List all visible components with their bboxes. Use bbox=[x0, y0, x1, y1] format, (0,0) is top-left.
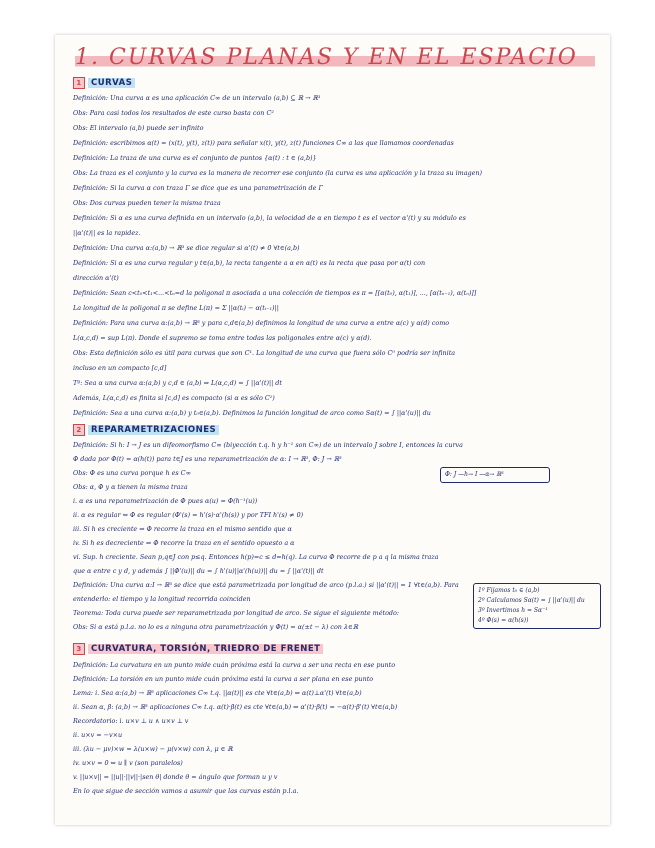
note-line: v. ||u×v|| = ||u||·||v||·|sen θ| donde θ = ángulo que forman u y v bbox=[73, 773, 278, 781]
note-line: que α entre c y d, y además ∫ ||Φ'(u)|| du = ∫ h'(u)||α'(h(u))|| du = ∫ ||α'(t)|| dt bbox=[73, 567, 324, 575]
section-number: 1 bbox=[73, 77, 85, 89]
note-line: Definición: Si α es una curva regular y t∈(a,b), la recta tangente a α en α(t) es la recta que pasa por α(t) con bbox=[73, 259, 426, 267]
note-line: Obs: Si α está p.l.a. no lo es a ninguna otra parametrización y Φ(t) = α(±t − λ) con λ∈ℝ bbox=[73, 623, 359, 631]
section-title: REPARAMETRIZACIONES bbox=[88, 425, 219, 435]
note-line: Definición: Sean c<t₀<t₁<...<tₙ=d la poligonal π asociada a una colección de tiempos es π = [[α(t₀), α(t₁)], ..., [α(tₙ₋₁), α(tₙ)]] bbox=[73, 289, 477, 297]
note-line: Definición: Una curva α es una aplicación C∞ de un intervalo (a,b) ⊆ ℝ → ℝ³ bbox=[73, 94, 321, 102]
note-line: dirección α'(t) bbox=[73, 274, 119, 282]
note-line: La longitud de la poligonal π se define L(π) = Σ ||α(tᵢ) − α(tᵢ₋₁)|| bbox=[73, 304, 279, 312]
page-title: 1. CURVAS PLANAS Y EN EL ESPACIO bbox=[75, 45, 595, 70]
note-line: Obs: Dos curvas pueden tener la misma traza bbox=[73, 199, 221, 207]
note-line: Definición: Una curva α:I → ℝ³ se dice que está parametrizada por longitud de arco (p.l.a.) si ||α'(t)|| = 1 ∀t∈(a,b). Para bbox=[73, 581, 459, 589]
note-line: Definición: Si la curva α con traza Γ se dice que es una parametrización de Γ bbox=[73, 184, 323, 192]
method-step: 3º Invertimos h = Sα⁻¹ bbox=[478, 607, 548, 614]
note-line: En lo que sigue de sección vamos a asumir que las curvas están p.l.a. bbox=[73, 787, 299, 795]
note-line: Obs: El intervalo (a,b) puede ser infinito bbox=[73, 124, 204, 132]
section-heading-reparametrizaciones bbox=[73, 424, 219, 438]
note-line: Obs: Φ es una curva porque h es C∞ bbox=[73, 469, 191, 477]
note-line: Recordatorio: i. u×v ⊥ u ∧ u×v ⊥ v bbox=[73, 717, 189, 725]
note-line: Φ dada por Φ(t) = α(h(t)) para t∈J es una reparametrización de α: I → ℝ³, Φ: J → ℝ³ bbox=[73, 455, 342, 463]
note-line: Teorema: Toda curva puede ser reparametrizada por longitud de arco. Se sigue el siguiente método: bbox=[73, 609, 400, 617]
section-heading-curvatura bbox=[73, 643, 323, 657]
note-line: Definición: Una curva α:(a,b) → ℝ³ se dice regular si α'(t) ≠ 0 ∀t∈(a,b) bbox=[73, 244, 300, 252]
note-line: vi. Sup. h creciente. Sean p,q∈J con p≤q. Entonces h(p)=c ≤ d=h(q). La curva Φ recorre de p a q la misma traza bbox=[73, 553, 439, 561]
note-line: Obs: La traza es el conjunto y la curva es la manera de recorrer ese conjunto (la curva es una aplicación y la traza su imagen) bbox=[73, 169, 483, 177]
note-line: Definición: Para una curva α:(a,b) → ℝ³ y para c,d∈(a,b) definimos la longitud de una curva α entre α(c) y α(d) como bbox=[73, 319, 450, 327]
note-line: Obs: α, Φ y α tienen la misma traza bbox=[73, 483, 188, 491]
notebook-page bbox=[55, 35, 610, 825]
note-line: L(α,c,d) = sup L(π). Donde el supremo se toma entre todas las poligonales entre α(c) y α(d). bbox=[73, 334, 372, 342]
note-line: Definición: escribimos α(t) = (x(t), y(t), z(t)) para señalar x(t), y(t), z(t) funciones C∞ a las que llamamos coordenadas bbox=[73, 139, 454, 147]
note-line: Definición: La traza de una curva es el conjunto de puntos {α(t) : t ∈ (a,b)} bbox=[73, 154, 317, 162]
note-line: ||α'(t)|| es la rapidez. bbox=[73, 229, 141, 237]
note-line: Lema: i. Sea α:(a,b) → ℝ³ aplicaciones C∞ t.q. ||α(t)|| es cte ∀t∈(a,b) ⇒ α(t)⊥α'(t) ∀t∈(a,b) bbox=[73, 689, 362, 697]
note-line: Definición: La torsión en un punto mide cuán próxima está la curva a ser plana en ese punto bbox=[73, 675, 374, 683]
note-line: Obs: Para casi todos los resultados de este curso basta con C² bbox=[73, 109, 274, 117]
section-number: 2 bbox=[73, 424, 85, 436]
section-title: CURVAS bbox=[88, 78, 135, 88]
note-line: incluso en un compacto [c,d] bbox=[73, 364, 167, 372]
section-number: 3 bbox=[73, 643, 85, 655]
note-line: Definición: Si α es una curva definida en un intervalo (a,b), la velocidad de α en tiempo t es el vector α'(t) y su módulo es bbox=[73, 214, 466, 222]
reparametrization-diagram: Φ: J —h→ I —α→ ℝ³ bbox=[440, 467, 550, 483]
method-step: 4º Φ(s) = α(h(s)) bbox=[478, 617, 529, 624]
note-line: Definición: La curvatura en un punto mide cuán próxima está la curva a ser una recta en ese punto bbox=[73, 661, 396, 669]
note-line: ii. α es regular ⇔ Φ es regular (Φ'(s) = h'(s)·α'(h(s)) y por TFI h'(s) ≠ 0) bbox=[73, 511, 304, 519]
method-step: 1º Fijamos t₀ ∈ (a,b) bbox=[478, 587, 540, 594]
note-line: Definición: Sea α una curva α:(a,b) y t₀∈(a,b). Definimos la función longitud de arco como Sα(t) = ∫ ||α'(u)|| du bbox=[73, 409, 431, 417]
note-line: iv. Si h es decreciente ⇒ Φ recorre la traza en el sentido opuesto a α bbox=[73, 539, 295, 547]
note-line: ii. Sean α, β: (a,b) → ℝ³ aplicaciones C∞ t.q. α(t)·β(t) es cte ∀t∈(a,b) ⇒ α'(t)·β(t) = −α(t)·β'(t) ∀t∈(a,b) bbox=[73, 703, 398, 711]
note-line: iii. (λu − μv)×w = λ(u×w) − μ(v×w) con λ, μ ∈ ℝ bbox=[73, 745, 233, 753]
method-steps-box bbox=[473, 583, 601, 629]
note-line: Obs: Esta definición sólo es útil para curvas que son C¹. La longitud de una curva que fuera sólo C⁰ podría ser infinita bbox=[73, 349, 456, 357]
section-title: CURVATURA, TORSIÓN, TRIEDRO DE FRENET bbox=[88, 644, 323, 654]
note-line: ii. u×v = −v×u bbox=[73, 731, 123, 739]
note-line: iv. u×v = 0 ⇔ u ∥ v (son paralelos) bbox=[73, 759, 183, 767]
section-heading-curvas bbox=[73, 77, 135, 91]
method-step: 2º Calculamos Sα(t) = ∫ ||α'(u)|| du bbox=[478, 597, 585, 604]
note-line: iii. Si h es creciente ⇒ Φ recorre la traza en el mismo sentido que α bbox=[73, 525, 292, 533]
note-line: entenderlo: el tiempo y la longitud recorrida coinciden bbox=[73, 595, 251, 603]
note-line: Además, L(α,c,d) es finita si [c,d] es compacto (si α es sólo C¹) bbox=[73, 394, 275, 402]
note-line: Tº: Sea α una curva α:(a,b) y c,d ∈ (a,b) ⇒ L(α,c,d) = ∫ ||α'(t)|| dt bbox=[73, 379, 282, 387]
note-line: Definición: Si h: I → J es un difeomorfismo C∞ (biyección t.q. h y h⁻¹ son C∞) de un intervalo J sobre I, entonces la curva bbox=[73, 441, 463, 449]
note-line: i. α es una reparametrización de Φ pues α(u) = Φ(h⁻¹(u)) bbox=[73, 497, 258, 505]
